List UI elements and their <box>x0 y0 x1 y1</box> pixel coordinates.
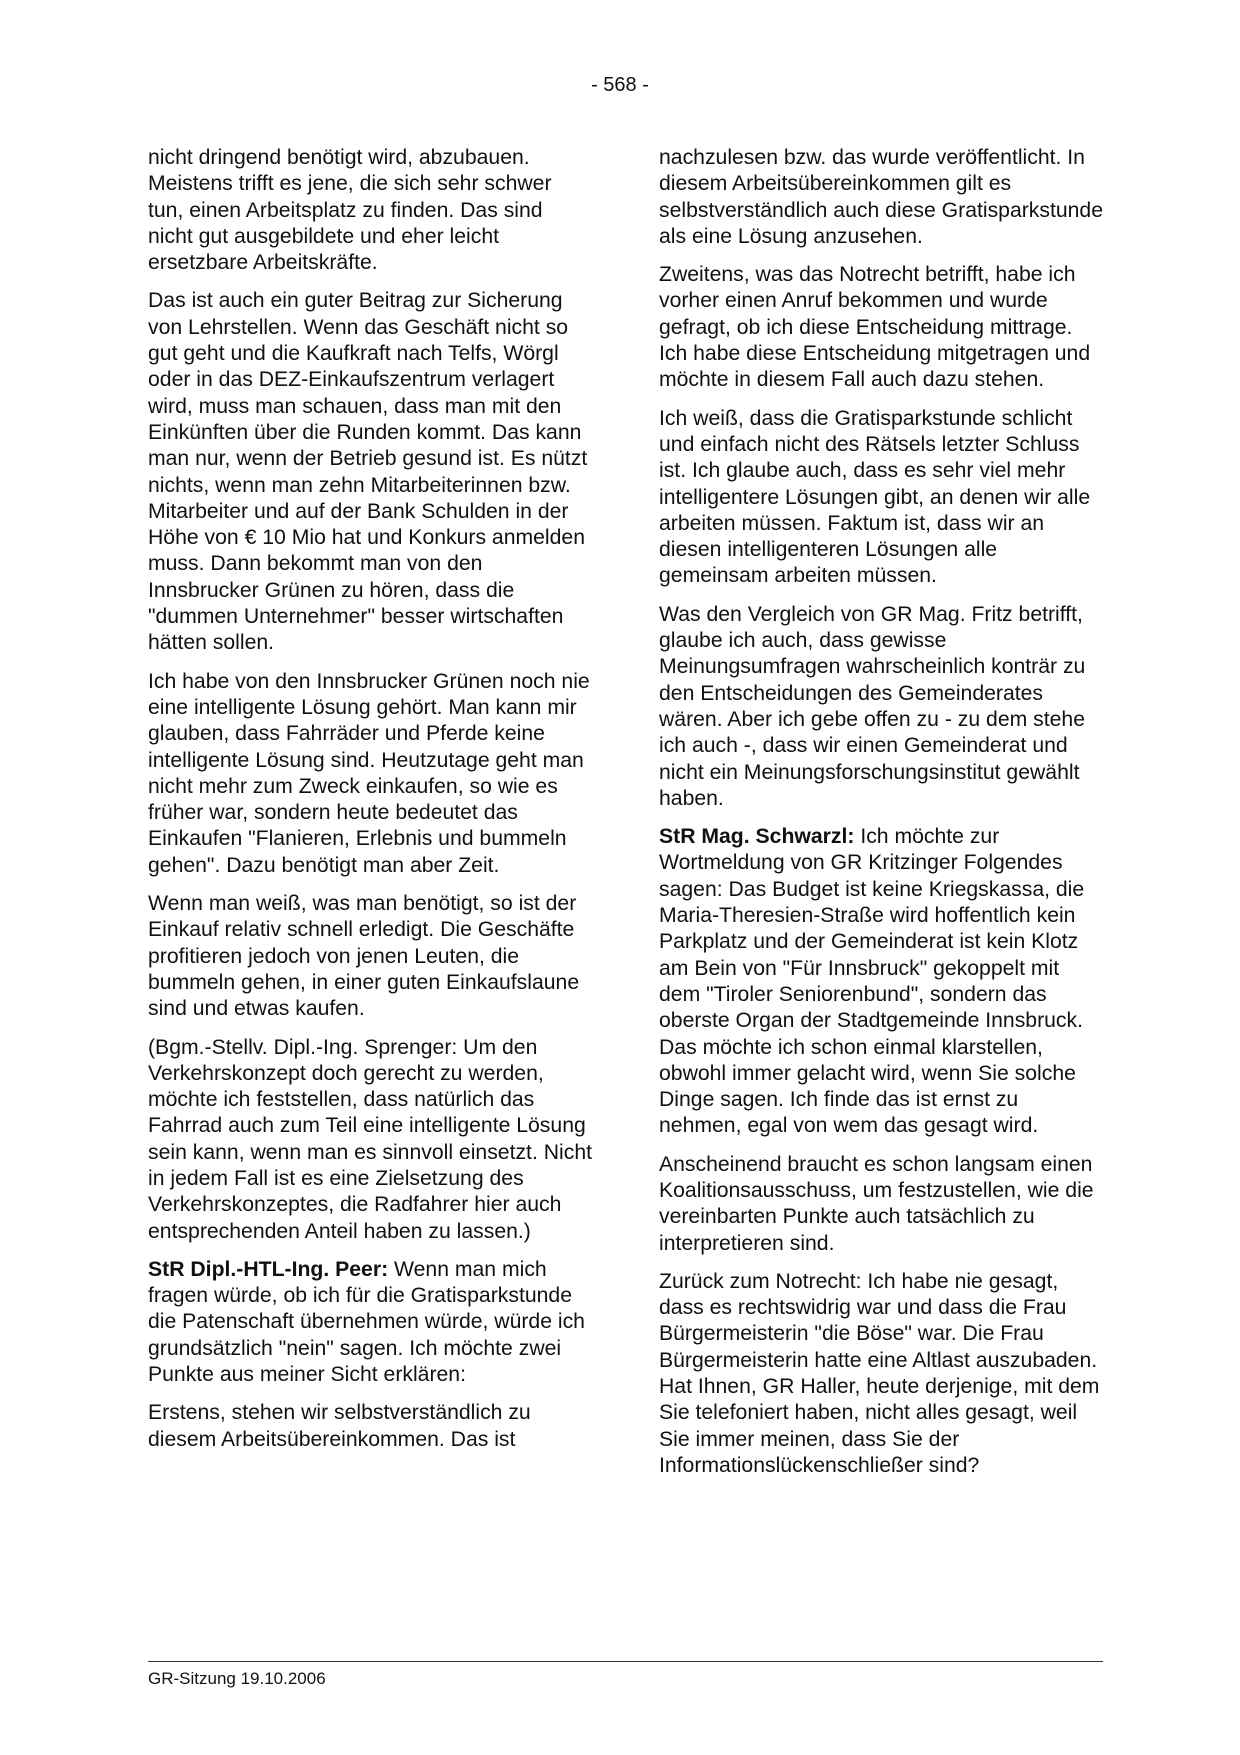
paragraph: Zurück zum Notrecht: Ich habe nie gesagt, dass es rechtswidrig war und dass die Frau Bürgermeisterin "die Böse" war. Die Frau Bürgermeisterin hatte eine Altlast auszubaden. Hat Ihnen, GR Haller, heute derjenige, mit dem Sie telefoniert haben, nicht alles gesagt, weil Sie immer meinen, dass Sie der Informationslückenschließer sind? <box>659 1269 1100 1477</box>
paragraph: (Bgm.-Stellv. Dipl.-Ing. Sprenger: Um den Verkehrskonzept doch gerecht zu werden, möchte ich feststellen, dass natürlich das Fahrrad auch zum Teil eine intelligente Lösung sein kann, wenn man es sinnvoll einsetzt. Nicht in jedem Fall ist es eine Zielsetzung des Verkehrskonzeptes, die Radfahrer hier auch entsprechenden Anteil haben zu lassen.) <box>148 1035 592 1243</box>
right-column <box>659 145 1103 1491</box>
speaker-paragraph <box>148 1257 592 1388</box>
paragraph: Das ist auch ein guter Beitrag zur Sicherung von Lehrstellen. Wenn das Geschäft nicht so gut geht und die Kaufkraft nach Telfs, Wörgl oder in das DEZ-Einkaufszentrum verlagert wird, muss man schauen, dass man mit den Einkünften über die Runden kommt. Das kann man nur, wenn der Betrieb gesund ist. Es nützt nichts, wenn man zehn Mitarbeiterinnen bzw. Mitarbeiter und auf der Bank Schulden in der Höhe von € 10 Mio hat und Konkurs anmelden muss. Dann bekommt man von den Innsbrucker Grünen zu hören, dass die "dummen Unternehmer" besser wirtschaften hätten sollen. <box>148 289 588 655</box>
paragraph: nicht dringend benötigt wird, abzubauen. Meistens trifft es jene, die sich sehr schwer tun, einen Arbeitsplatz zu finden. Das sind nicht gut ausgebildete und eher leicht ersetzbare Arbeitskräfte. <box>148 146 552 275</box>
speaker-text: Ich möchte zur Wortmeldung von GR Kritzinger Folgendes sagen: Das Budget ist keine Kriegskassa, die Maria-Theresien-Straße wird hoffentlich kein Parkplatz und der Gemeinderat ist kein Klotz am Bein von "Für Innsbruck" gekoppelt mit dem "Tiroler Seniorenbund", sondern das oberste Organ der Stadtgemeinde Innsbruck. Das möchte ich schon einmal klarstellen, obwohl immer gelacht wird, wenn Sie solche Dinge sagen. Ich finde das ist ernst zu nehmen, egal von wem das gesagt wird. <box>659 825 1085 1138</box>
paragraph: Wenn man weiß, was man benötigt, so ist der Einkauf relativ schnell erledigt. Die Geschäfte profitieren jedoch von jenen Leuten, die bummeln gehen, in einer guten Einkaufslaune sind und etwas kaufen. <box>148 892 580 1021</box>
paragraph: Ich weiß, dass die Gratisparkstunde schlicht und einfach nicht des Rätsels letzter Schluss ist. Ich glaube auch, dass es sehr viel mehr intelligentere Lösungen gibt, an denen wir alle arbeiten müssen. Faktum ist, dass wir an diesen intelligenteren Lösungen alle gemeinsam arbeiten müssen. <box>659 406 1091 588</box>
paragraph: Was den Vergleich von GR Mag. Fritz betrifft, glaube ich auch, dass gewisse Meinungsumfragen wahrscheinlich konträr zu den Entscheidungen des Gemeinderates wären. Aber ich gebe offen zu - zu dem stehe ich auch -, dass wir einen Gemeinderat und nicht ein Meinungsforschungsinstitut gewählt haben. <box>659 602 1086 810</box>
paragraph: Anscheinend braucht es schon langsam einen Koalitionsausschuss, um festzustellen, wie die vereinbarten Punkte auch tatsächlich zu interpretieren sind. <box>659 1152 1094 1255</box>
page-number: - 568 - <box>591 74 649 96</box>
footer-divider <box>148 1661 1103 1662</box>
paragraph: nachzulesen bzw. das wurde veröffentlicht. In diesem Arbeitsübereinkommen gilt es selbstverständlich auch diese Gratisparkstunde als eine Lösung anzusehen. <box>659 146 1103 248</box>
paragraph: Erstens, stehen wir selbstverständlich zu diesem Arbeitsübereinkommen. Das ist <box>148 1401 531 1451</box>
speaker-name: StR Mag. Schwarzl: <box>659 825 855 849</box>
speaker-name: StR Dipl.-HTL-Ing. Peer: <box>148 1257 389 1281</box>
footer: GR-Sitzung 19.10.2006 <box>148 1669 326 1688</box>
paragraph: Zweitens, was das Notrecht betrifft, habe ich vorher einen Anruf bekommen und wurde gefragt, ob ich diese Entscheidung mittrage. Ich habe diese Entscheidung mitgetragen und möchte in diesem Fall auch dazu stehen. <box>659 263 1091 392</box>
speaker-text: Wenn man mich fragen würde, ob ich für die Gratisparkstunde die Patenschaft übernehmen würde, würde ich grundsätzlich "nein" sagen. Ich möchte zwei Punkte aus meiner Sicht erklären: <box>148 1257 585 1387</box>
left-column <box>148 145 592 1465</box>
paragraph: Ich habe von den Innsbrucker Grünen noch nie eine intelligente Lösung gehört. Man kann mir glauben, dass Fahrräder und Pferde keine intelligente Lösung sind. Heutzutage geht man nicht mehr zum Zweck einkaufen, so wie es früher war, sondern heute bedeutet das Einkaufen "Flanieren, Erlebnis und bummeln gehen". Dazu benötigt man aber Zeit. <box>148 669 590 877</box>
speaker-paragraph <box>659 824 1103 1140</box>
